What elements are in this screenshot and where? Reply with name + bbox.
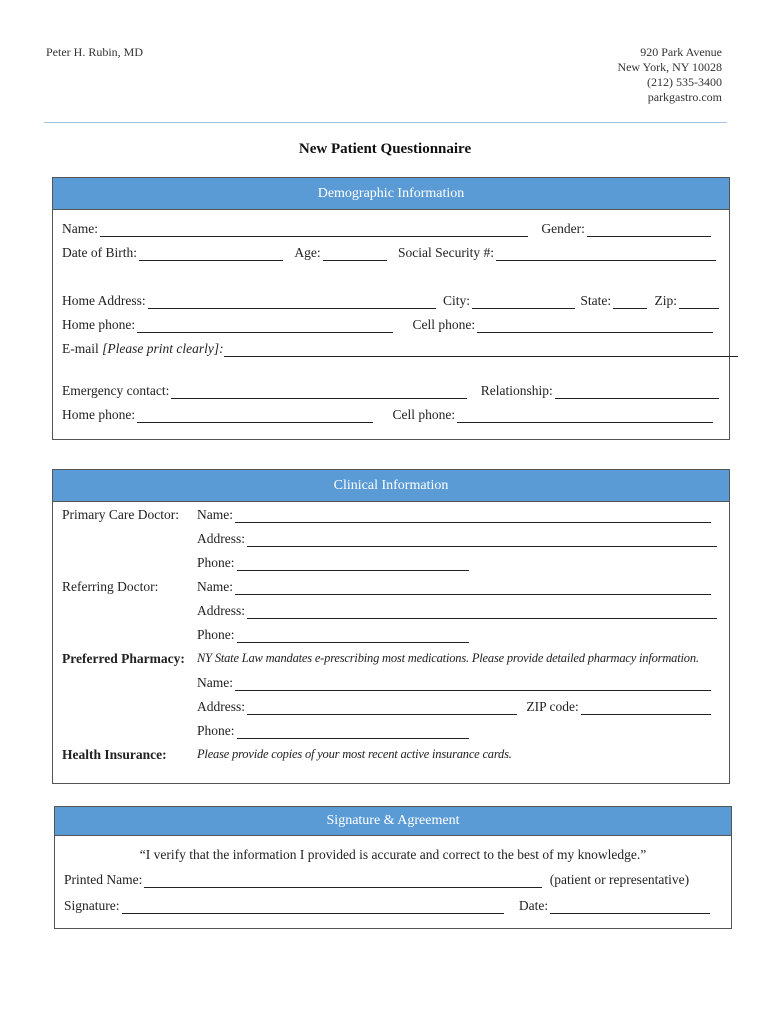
home-phone-label: Home phone: [62,317,136,332]
pharmacy-zip-field[interactable] [581,701,711,715]
practice-contact [617,45,722,105]
printed-name-note: (patient or representative) [549,872,690,887]
referring-address-label: Address: [197,603,245,618]
email-field[interactable] [224,343,738,357]
referring-name-label: Name: [197,579,233,594]
referring-address-row [197,602,717,619]
ssn-field[interactable] [496,247,716,261]
state-label: State: [580,293,612,308]
header-divider [44,122,727,123]
pcp-name-field[interactable] [235,509,711,523]
pcp-address-field[interactable] [247,533,717,547]
home-address-field[interactable] [148,295,436,309]
cell-phone-field[interactable] [477,319,713,333]
dob-row [62,244,716,261]
printed-name-field[interactable] [144,874,542,888]
zip-field[interactable] [679,295,719,309]
pharmacy-phone-field[interactable] [237,725,469,739]
name-row [62,220,711,237]
dob-label: Date of Birth: [62,245,137,260]
pcp-phone-row [197,554,469,571]
email-label: E-mail [62,341,99,356]
email-row [62,340,738,357]
referring-phone-field[interactable] [237,629,469,643]
pharmacy-label: Preferred Pharmacy: [62,651,185,666]
signature-label: Signature: [64,898,120,913]
doctor-name: Peter H. Rubin, MD [46,45,143,59]
insurance-label: Health Insurance: [62,747,167,762]
referring-phone-row [197,626,469,643]
pcp-address-label: Address: [197,531,245,546]
pharmacy-address-row [197,698,711,715]
emergency-phone-row [62,406,713,423]
gender-field[interactable] [587,223,711,237]
pharmacy-phone-row [197,722,469,739]
emergency-row [62,382,719,399]
signature-field[interactable] [122,900,504,914]
date-field[interactable] [550,900,710,914]
dob-field[interactable] [139,247,283,261]
address-line-2: New York, NY 10028 [617,60,722,74]
referring-name-row [197,578,711,595]
pharmacy-note: NY State Law mandates e-prescribing most medications. Please provide detailed pharmacy information. [197,651,699,665]
age-field[interactable] [323,247,387,261]
home-phone-field[interactable] [137,319,393,333]
referring-label: Referring Doctor: [62,579,159,594]
emergency-cell-phone-field[interactable] [457,409,713,423]
demographic-heading: Demographic Information [53,178,729,210]
practice-website: parkgastro.com [647,90,722,104]
relationship-label: Relationship: [480,383,553,398]
pharmacy-zip-label: ZIP code: [526,699,579,714]
pharmacy-address-label: Address: [197,699,245,714]
emergency-contact-field[interactable] [171,385,467,399]
email-note: [Please print clearly]: [102,341,224,356]
demographic-section [52,177,730,440]
emergency-home-phone-label: Home phone: [62,407,136,422]
date-label: Date: [518,898,549,913]
verification-statement: “I verify that the information I provided is accurate and correct to the best of my knowledge.” [139,847,647,862]
pharmacy-name-label: Name: [197,675,233,690]
document-title: New Patient Questionnaire [298,141,472,157]
state-field[interactable] [613,295,647,309]
pcp-label: Primary Care Doctor: [62,507,179,522]
emergency-home-phone-field[interactable] [137,409,373,423]
home-address-row [62,292,719,309]
practice-phone: (212) 535-3400 [647,75,722,89]
city-field[interactable] [472,295,575,309]
pcp-phone-field[interactable] [237,557,469,571]
pcp-name-row [197,506,711,523]
pharmacy-name-row [197,674,711,691]
printed-name-row [64,871,689,888]
emergency-contact-label: Emergency contact: [62,383,170,398]
name-field[interactable] [100,223,528,237]
phone-row [62,316,713,333]
referring-address-field[interactable] [247,605,717,619]
address-line-1: 920 Park Avenue [640,45,722,59]
printed-name-label: Printed Name: [64,872,143,887]
pcp-phone-label: Phone: [197,555,235,570]
pharmacy-name-field[interactable] [235,677,711,691]
zip-label: Zip: [654,293,678,308]
pharmacy-address-field[interactable] [247,701,517,715]
signature-row [64,897,710,914]
pcp-name-label: Name: [197,507,233,522]
referring-phone-label: Phone: [197,627,235,642]
signature-heading: Signature & Agreement [55,807,731,836]
home-address-label: Home Address: [62,293,146,308]
pharmacy-phone-label: Phone: [197,723,235,738]
emergency-cell-phone-label: Cell phone: [392,407,456,422]
clinical-heading: Clinical Information [53,470,729,502]
city-label: City: [443,293,471,308]
age-label: Age: [294,245,321,260]
cell-phone-label: Cell phone: [412,317,476,332]
insurance-note: Please provide copies of your most recent active insurance cards. [197,747,512,761]
referring-name-field[interactable] [235,581,711,595]
signature-section [54,806,732,929]
gender-label: Gender: [541,221,585,236]
relationship-field[interactable] [555,385,719,399]
pcp-address-row [197,530,717,547]
ssn-label: Social Security #: [397,245,494,260]
clinical-section [52,469,730,784]
name-label: Name: [62,221,98,236]
